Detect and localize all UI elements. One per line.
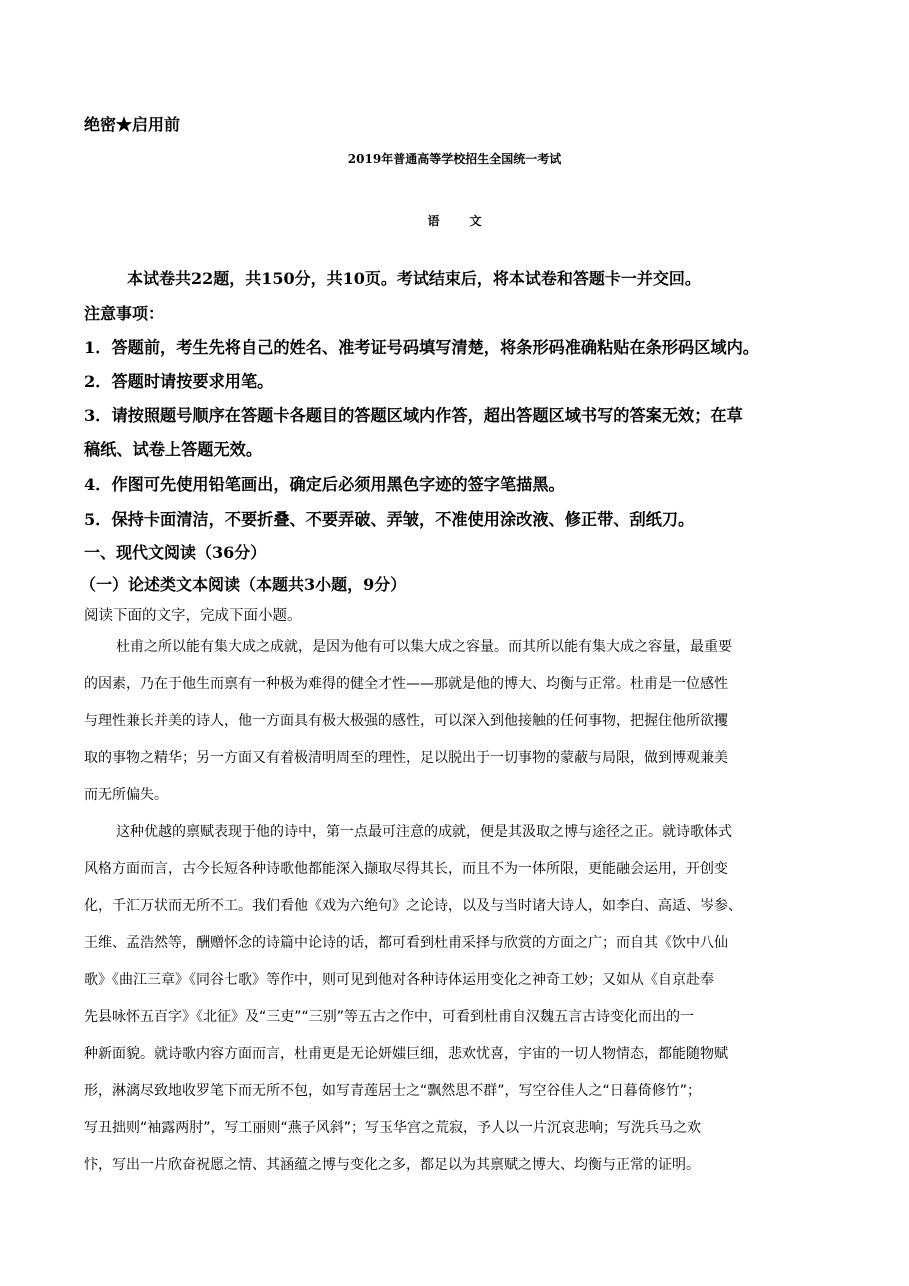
passage-line: 这种优越的禀赋表现于他的诗中，第一点最可注意的成就，便是其汲取之博与途径之正。就诗歌体式 — [116, 824, 732, 840]
passage-line: 杜甫之所以能有集大成之成就，是因为他有可以集大成之容量。而其所以能有集大成之容量，最重要 — [116, 639, 732, 655]
passage-line: 与理性兼长并美的诗人，他一方面具有极大极强的感性，可以深入到他接触的任何事物，把握住他所欲攫 — [84, 713, 728, 729]
passage-line: 化，千汇万状而无所不工。我们看他《戏为六绝句》之论诗，以及与当时诸大诗人，如李白、高适、岑参、 — [84, 898, 742, 914]
passage-line: 写丑拙则“袖露两肘”，写工丽则“燕子风斜”；写玉华宫之荒寂，予人以一片沉哀悲响；写洗兵马之欢 — [84, 1120, 702, 1136]
secret-label: 绝密★启用前 — [84, 115, 181, 134]
notice-item: 1．答题前，考生先将自己的姓名、准考证号码填写清楚，将条形码准确粘贴在条形码区域内。 — [84, 338, 759, 357]
exam-title: 2019年普通高等学校招生全国统一考试 — [347, 152, 562, 166]
reading-instruction: 阅读下面的文字，完成下面小题。 — [84, 608, 302, 624]
notice-item: 5．保持卡面清洁，不要折叠、不要弄破、弄皱，不准使用涂改液、修正带、刮纸刀。 — [84, 510, 695, 529]
passage-line: 而无所偏失。 — [84, 787, 168, 803]
section-subtitle: （一）论述类文本阅读（本题共3小题，9分） — [80, 575, 407, 594]
exam-intro: 本试卷共22题，共150分，共10页。考试结束后，将本试卷和答题卡一并交回。 — [127, 269, 701, 288]
passage-line: 歌》《曲江三章》《同谷七歌》等作中，则可见到他对各种诗体运用变化之神奇工妙；又如从《自京赴奉 — [84, 972, 714, 988]
notice-heading: 注意事项： — [84, 304, 165, 323]
passage-line: 先县咏怀五百字》《北征》及“三吏”“三别”等五古之作中，可看到杜甫自汉魏五言古诗变化而出的一 — [84, 1009, 695, 1025]
passage-line: 形，淋漓尽致地收罗笔下而无所不包，如写青莲居士之“飘然思不群”，写空谷佳人之“日暮倚修竹”； — [84, 1083, 702, 1099]
notice-item-continued: 稿纸、试卷上答题无效。 — [84, 440, 263, 459]
passage-line: 风格方面而言，古今长短各种诗歌他都能深入撷取尽得其长，而且不为一体所限，更能融会运用，开创变 — [84, 861, 728, 877]
passage-line: 种新面貌。就诗歌内容方面而言，杜甫更是无论妍媸巨细，悲欢忧喜，宇宙的一切人物情态，都能随物赋 — [84, 1046, 728, 1062]
passage-line: 取的事物之精华；另一方面又有着极清明周至的理性，足以脱出于一切事物的蒙蔽与局限，做到博观兼美 — [84, 750, 728, 766]
passage-line: 王维、孟浩然等，酬赠怀念的诗篇中论诗的话，都可看到杜甫采择与欣赏的方面之广；而自其《饮中八仙 — [84, 935, 728, 951]
notice-item: 2．答题时请按要求用笔。 — [84, 372, 274, 391]
notice-item: 3．请按照题号顺序在答题卡各题目的答题区域内作答，超出答题区域书写的答案无效；在草 — [84, 406, 743, 425]
section-title: 一、现代文阅读（36分） — [84, 543, 267, 562]
subject-title: 语文 — [427, 214, 512, 228]
passage-line: 的因素，乃在于他生而禀有一种极为难得的健全才性——那就是他的博大、均衡与正常。杜甫是一位感性 — [84, 676, 728, 692]
notice-item: 4．作图可先使用铅笔画出，确定后必须用黑色字迹的签字笔描黑。 — [84, 475, 565, 494]
passage-line: 忭，写出一片欣奋祝愿之情、其涵蕴之博与变化之多，都足以为其禀赋之博大、均衡与正常的证明。 — [84, 1157, 700, 1173]
